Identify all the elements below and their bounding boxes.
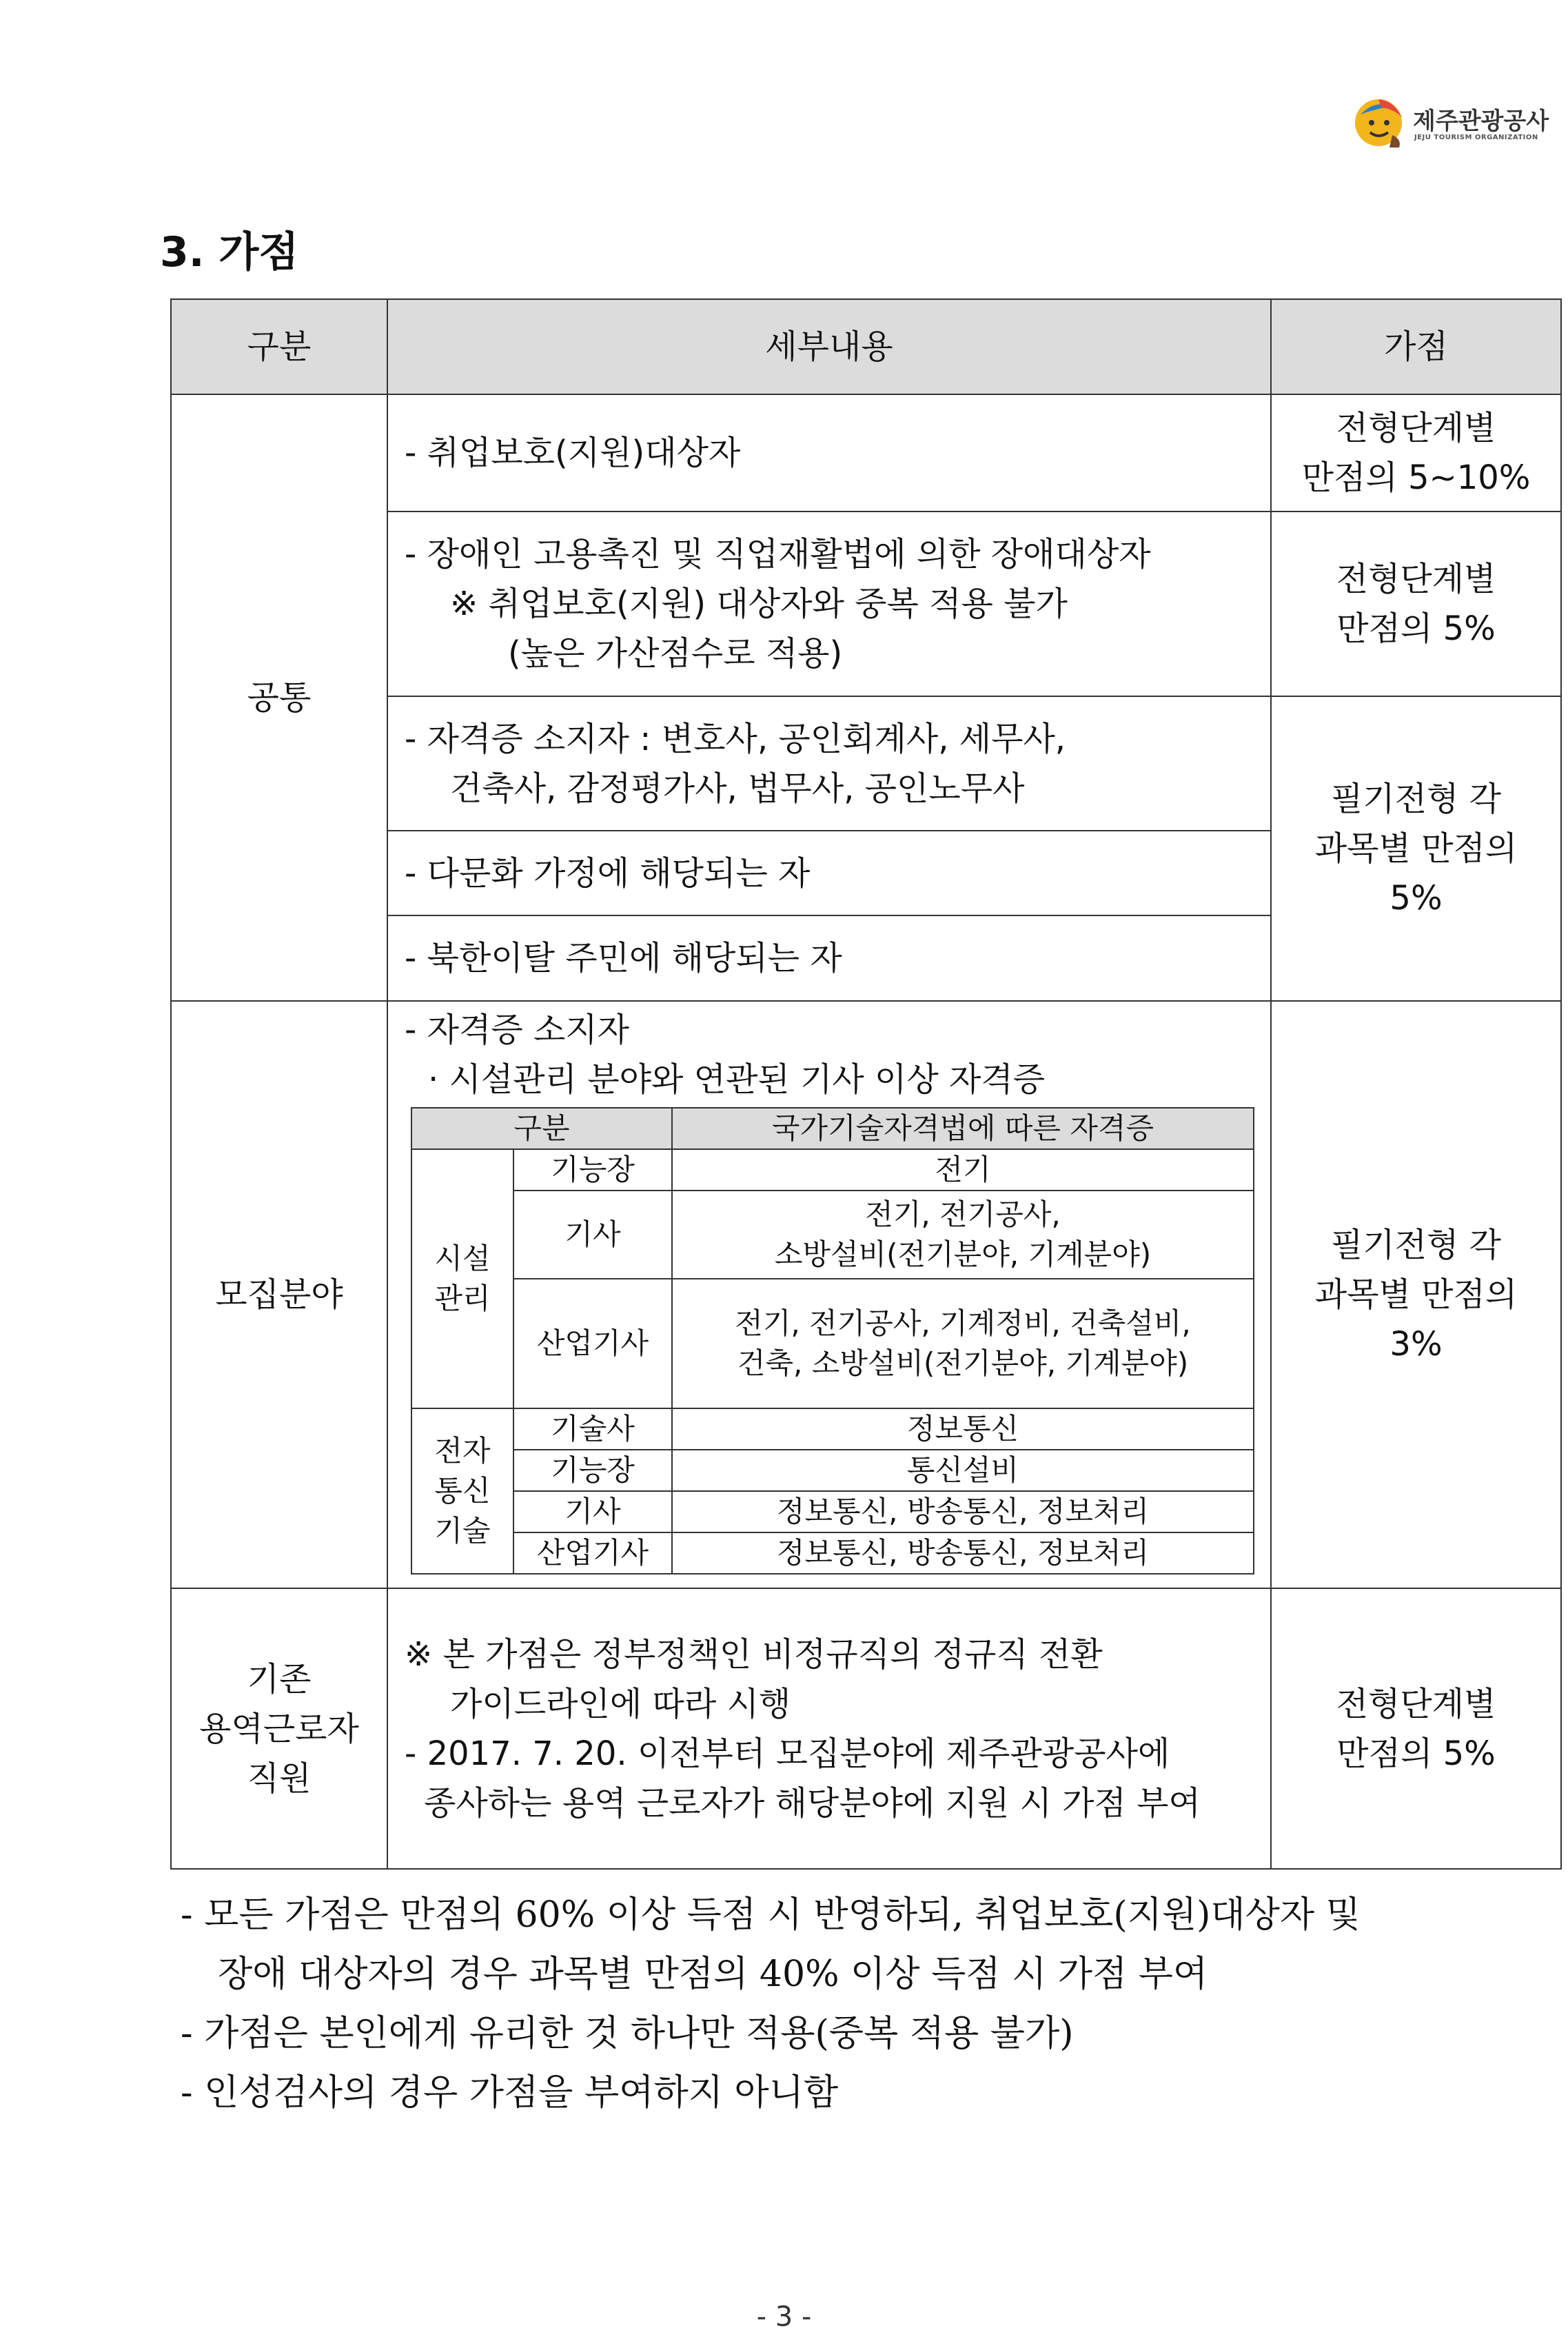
grade-cell: 기능장 [513,1149,672,1191]
table-row [411,1279,1254,1408]
note-item: - 가점은 본인에게 유리한 것 하나만 적용(중복 적용 불가) [181,2013,1074,2054]
certs-cell: 전기, 전기공사, 소방설비(전기분야, 기계분야) [672,1191,1254,1279]
common-row2-points: 전형단계별 만점의 5% [1271,512,1561,696]
jeju-logo-icon [1351,94,1406,149]
table-row [171,1588,1561,1869]
table-row [411,1191,1254,1279]
inner-header-category: 구분 [411,1108,672,1149]
category-recruit: 모집분야 [171,1001,387,1588]
table-row [411,1491,1254,1532]
inner-header-certs: 국가기술자격법에 따른 자격증 [672,1108,1254,1149]
page-number: - 3 - [756,2301,812,2333]
table-row [171,394,1561,512]
existing-points: 전형단계별 만점의 5% [1271,1588,1561,1869]
logo-subtitle: JEJU TOURISM ORGANIZATION [1414,134,1538,141]
common-row1-content: - 취업보호(지원)대상자 [387,394,1271,512]
certs-cell: 정보통신, 방송통신, 정보처리 [672,1491,1254,1532]
note-item: - 모든 가점은 만점의 60% 이상 득점 시 반영하되, 취업보호(지원)대상자 및 [181,1894,1361,1936]
certs-cell: 전기, 전기공사, 기계정비, 건축설비, 건축, 소방설비(전기분야, 기계분야) [672,1279,1254,1408]
category-common: 공통 [171,394,387,1001]
grade-cell: 산업기사 [513,1279,672,1408]
table-row [411,1149,1254,1191]
note-item: - 인성검사의 경우 가점을 부여하지 아니함 [181,2072,839,2114]
category-existing: 기존 용역근로자 직원 [171,1588,387,1869]
certs-cell: 통신설비 [672,1450,1254,1491]
header-category: 구분 [171,299,387,394]
table-row [411,1532,1254,1574]
inner-header-row [411,1108,1254,1149]
common-row5-content: - 북한이탈 주민에 해당되는 자 [387,915,1271,1001]
notes [181,1885,1361,2123]
grade-cell: 기사 [513,1191,672,1279]
common-row4-content: - 다문화 가정에 해당되는 자 [387,831,1271,915]
table-header-row [171,299,1561,394]
certs-cell: 전기 [672,1149,1254,1191]
recruit-points: 필기전형 각 과목별 만점의 3% [1271,1001,1561,1588]
grade-cell: 기술사 [513,1408,672,1450]
organization-logo [1351,94,1549,156]
group-facility-label: 시설 관리 [411,1149,513,1408]
bonus-points-table [170,298,1562,1870]
certs-cell: 정보통신, 방송통신, 정보처리 [672,1532,1254,1574]
common-row2-content: - 장애인 고용촉진 및 직업재활법에 의한 장애대상자 ※ 취업보호(지원) 대상자와 중복 적용 불가 (높은 가산점수로 적용) [387,512,1271,696]
table-row [411,1408,1254,1450]
common-row345-points: 필기전형 각 과목별 만점의 5% [1271,696,1561,1001]
certs-cell: 정보통신 [672,1408,1254,1450]
common-row3-content: - 자격증 소지자 : 변호사, 공인회계사, 세무사, 건축사, 감정평가사, 법무사, 공인노무사 [387,696,1271,831]
common-row1-points: 전형단계별 만점의 5~10% [1271,394,1561,512]
table-row [411,1450,1254,1491]
header-details: 세부내용 [387,299,1271,394]
group-electronics-label: 전자 통신 기술 [411,1408,513,1574]
section-title: 3. 가점 [160,228,299,276]
existing-content: ※ 본 가점은 정부정책인 비정규직의 정규직 전환 가이드라인에 따라 시행 - 2017. 7. 20. 이전부터 모집분야에 제주관광공사에 종사하는 용역 근로자가 해당분야에 지원 시 가점 부여 [387,1588,1271,1869]
header-points: 가점 [1271,299,1561,394]
logo-name: 제주관광공사 [1413,108,1549,135]
note-item: 장애 대상자의 경우 과목별 만점의 40% 이상 득점 시 가점 부여 [218,1954,1208,1995]
grade-cell: 산업기사 [513,1532,672,1574]
table-row [171,1001,1561,1588]
grade-cell: 기능장 [513,1450,672,1491]
grade-cell: 기사 [513,1491,672,1532]
certificate-table [411,1107,1254,1574]
recruit-content: - 자격증 소지자 · 시설관리 분야와 연관된 기사 이상 자격증 구분 국가기술자격법에 따른 자격증 시설 관리 기능장 전기 기사 전기, 전기공사, 소방설비(전기분야, 기계분야) 산업기사 전기, 전기공사, 기계정비, 건축설비, 건축, 소방설비(전기분야, 기계분야) 전자 통신 기술 기술사 정보통신 기능장 통신설비 기사 정보통신, 방송통신, 정보처리 산업기사 정보통신, 방송통신, 정보처리 [387,1001,1271,1588]
